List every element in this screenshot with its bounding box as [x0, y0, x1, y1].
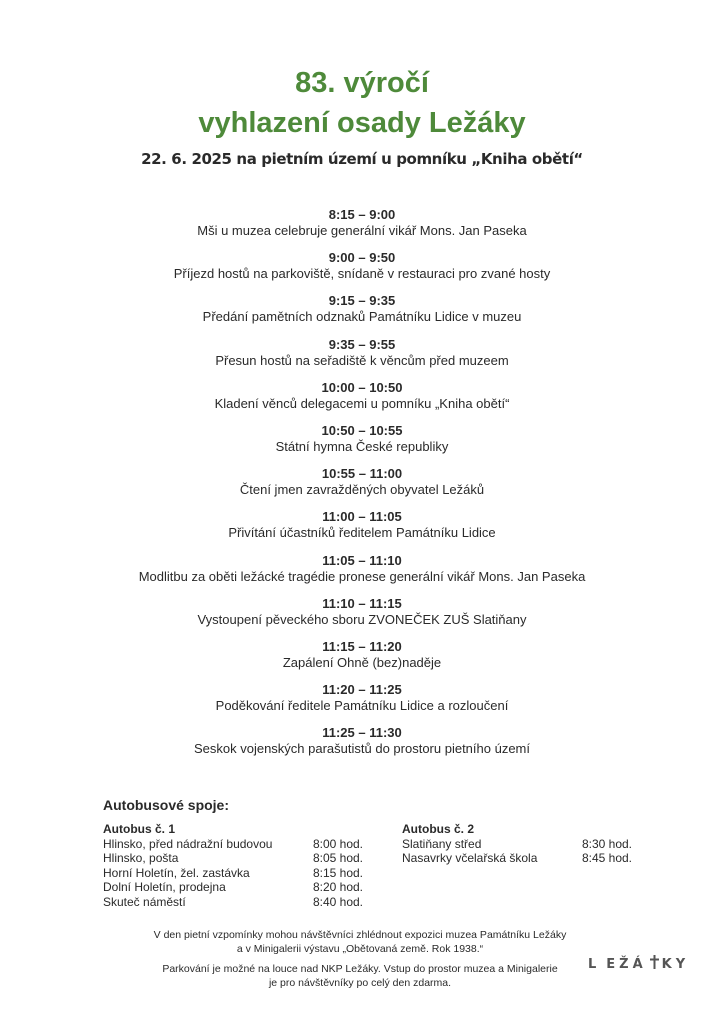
- schedule-description: Přivítání účastníků ředitelem Památníku Lidice: [228, 525, 496, 541]
- schedule-item: [0, 596, 724, 639]
- schedule-time: 10:50 – 10:55: [321, 422, 403, 438]
- bus-stop-row: [402, 851, 632, 866]
- schedule-item: [0, 466, 724, 509]
- schedule-item: [0, 725, 724, 768]
- schedule-description: Přesun hostů na seřadiště k věncům před muzeem: [215, 352, 509, 368]
- schedule-description: Mši u muzea celebruje generální vikář Mons. Jan Paseka: [197, 223, 527, 238]
- cross-icon: [650, 955, 659, 973]
- museum-note: [100, 928, 620, 956]
- bus-stop-row: [103, 895, 363, 910]
- bus-stop-row: [402, 837, 632, 852]
- museum-note-line: a v Minigalerii výstavu „Obětovaná země. Rok 1938.“: [236, 943, 484, 955]
- page-title-line2: vyhlazení osady Ležáky: [198, 107, 526, 139]
- schedule-item: [0, 423, 724, 466]
- bus-section-heading: Autobusové spoje:: [103, 797, 230, 813]
- schedule-item: [0, 380, 724, 423]
- bus-stop-name: Slatiňany střed: [402, 836, 482, 851]
- bus-stop-row: [103, 866, 363, 881]
- schedule-item: [0, 250, 724, 293]
- schedule-description: Čtení jmen zavražděných obyvatel Ležáků: [239, 482, 485, 498]
- schedule-item: [0, 207, 724, 250]
- schedule-description: Poděkování ředitele Památníku Lidice a rozloučení: [215, 698, 509, 714]
- parking-note-line: je pro návštěvníky po celý den zdarma.: [268, 977, 452, 989]
- logo-text-right: KY: [661, 956, 690, 972]
- event-subtitle: 22. 6. 2025 na pietním území u pomníku „Kniha obětí“: [141, 150, 583, 168]
- bus-stop-time: 8:05 hod.: [312, 851, 363, 866]
- logo-text-mid: EŽÁ: [606, 956, 647, 972]
- schedule-time: 9:00 – 9:50: [328, 250, 396, 266]
- bus-stop-name: Nasavrky včelařská škola: [402, 851, 538, 866]
- bus-1-table: [103, 822, 363, 910]
- schedule-description: Zapálení Ohně (bez)naděje: [282, 654, 442, 670]
- bus-stop-name: Dolní Holetín, prodejna: [103, 880, 226, 895]
- schedule-time: 10:00 – 10:50: [321, 379, 403, 395]
- bus-stop-name: Skuteč náměstí: [103, 894, 186, 909]
- schedule-item: [0, 293, 724, 336]
- schedule-time: 11:10 – 11:15: [322, 595, 402, 611]
- schedule-description: Příjezd hostů na parkoviště, snídaně v restauraci pro zvané hosty: [173, 266, 551, 282]
- schedule-description: Státní hymna České republiky: [275, 438, 449, 454]
- parking-note: [100, 962, 620, 990]
- schedule-time: 11:00 – 11:05: [322, 509, 402, 525]
- schedule-time: 10:55 – 11:00: [321, 466, 403, 482]
- bus-2-table: [402, 822, 632, 866]
- bus-stop-row: [103, 851, 363, 866]
- schedule-time: 9:15 – 9:35: [328, 293, 396, 309]
- bus-1-title: Autobus č. 1: [103, 822, 176, 836]
- bus-stop-row: [103, 837, 363, 852]
- bus-stop-name: Hlinsko, pošta: [103, 851, 179, 866]
- bus-stop-time: 8:00 hod.: [312, 836, 363, 851]
- bus-stop-time: 8:15 hod.: [312, 865, 363, 880]
- schedule-time: 11:25 – 11:30: [322, 725, 402, 741]
- parking-note-line: Parkování je možné na louce nad NKP Ležáky. Vstup do prostor muzea a Minigalerie: [162, 963, 558, 975]
- schedule-description: Seskok vojenských parašutistů do prostoru pietního území: [193, 741, 530, 757]
- bus-stop-time: 8:45 hod.: [581, 851, 632, 866]
- schedule-item: [0, 337, 724, 380]
- museum-note-line: V den pietní vzpomínky mohou návštěvníci zhlédnout expozici muzea Památníku Ležáky: [153, 929, 567, 941]
- schedule-time: 8:15 – 9:00: [328, 207, 396, 222]
- bus-2-title: Autobus č. 2: [402, 822, 475, 836]
- bus-stop-time: 8:40 hod.: [312, 894, 363, 909]
- schedule-item: [0, 639, 724, 682]
- program-schedule: [0, 207, 724, 768]
- schedule-description: Vystoupení pěveckého sboru ZVONEČEK ZUŠ Slatiňany: [197, 611, 527, 627]
- bus-stop-name: Horní Holetín, žel. zastávka: [103, 865, 250, 880]
- schedule-time: 11:05 – 11:10: [322, 552, 402, 568]
- schedule-description: Kladení věnců delegacemi u pomníku „Kniha obětí“: [214, 395, 510, 411]
- schedule-time: 9:35 – 9:55: [328, 336, 396, 352]
- schedule-item: [0, 553, 724, 596]
- schedule-description: Modlitbu za oběti ležácké tragédie pronese generální vikář Mons. Jan Paseka: [138, 568, 586, 584]
- bus-stop-time: 8:20 hod.: [312, 880, 363, 895]
- schedule-item: [0, 509, 724, 552]
- bus-stop-time: 8:30 hod.: [581, 836, 632, 851]
- schedule-time: 11:20 – 11:25: [322, 682, 402, 698]
- page-title-line1: 83. výročí: [295, 67, 429, 99]
- logo-text-left: L: [588, 956, 601, 972]
- bus-stop-row: [103, 880, 363, 895]
- schedule-item: [0, 682, 724, 725]
- schedule-description: Předání pamětních odznaků Památníku Lidice v muzeu: [202, 309, 522, 325]
- bus-stop-name: Hlinsko, před nádražní budovou: [103, 836, 273, 851]
- lezaky-logo: [588, 953, 688, 975]
- schedule-time: 11:15 – 11:20: [322, 638, 402, 654]
